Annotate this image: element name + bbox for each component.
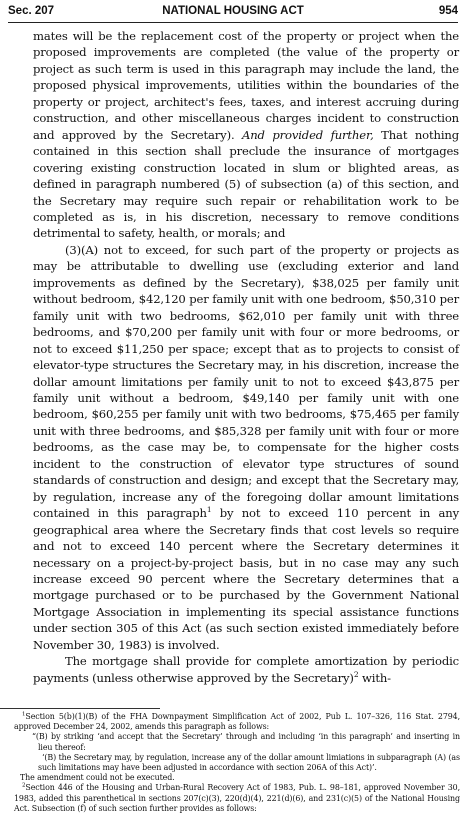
running-header [8, 5, 458, 22]
paragraph-text: That nothing contained in this section shall preclude the insurance of mortgages covering existing construction located in slum or blighted areas, as defined in paragraph numbered (5) of subsection (a) of this section, and the Secretary may require such repair or rehabilitation work to be completed as is, in his discretion, necessary to remove conditions detrimental to safety, health, or morals; and [33, 127, 459, 241]
paragraph-text: (3)(A) not to exceed, for such part of the property or projects as may be attributable to dwelling use (excluding exterior and land improvements as defined by the Secretary), $38,025 per family unit without bedroom, $42,120 per family unit with one bedroom, $50,310 per family unit with two bedrooms, $62,010 per family unit with three bedrooms, and $70,200 per family unit with four or more bedrooms, or not to exceed $11,250 per space; except that as to projects to consist of elevator-type structures the Secretary may, in his discretion, increase the dollar amount limitations per family unit to not to exceed $43,875 per family unit without a bedroom, $49,140 per family unit with one bedroom, $60,255 per family unit with two bedrooms, $75,465 per family unit with three bedrooms, and $85,328 per family unit with four or more bedrooms, as the case may be, to compensate for the higher costs incident to the construction of elevator type structures of sound standards of construction and design; and except that the Secretary may, by regulation, increase any of the foregoing dollar amount limitations contained in this paragraph [33, 242, 459, 521]
paragraph-text: by not to exceed 110 percent in any geographical area where the Secretary finds that cost levels so require and not to exceed 140 percent where the Secretary determines it necessary on a project-by-project basis, but in no case may any such increase exceed 90 percent where the Secretary determines that a mortgage purchased or to be purchased by the Government National Mortgage Association in implementing its special assistance functions under section 305 of this Act (as such section existed immediately before November 30, 1983) is involved. [33, 506, 459, 652]
paragraph-text: mates will be the replacement cost of the property or project when the proposed improvements are completed (the value of the property or project as such term is used in this paragraph may include the land, the proposed physical improvements, utilities within the boundaries of the property or project, architect's fees, taxes, and interest accruing during construction, and other miscellaneous charges incident to construction and approved by the Secretary). [33, 29, 459, 142]
footnote-quote: ‘(B) the Secretary may, by regulation, increase any of the dollar amount limiations in subparagraph (A) (as such limitations may have been adjusted in accordance with section 206A of this Act)’. [38, 752, 460, 773]
italic-phrase: And provided further, [242, 127, 374, 142]
footnote-quote: “(B) by striking ‘and accept that the Secretary’ through and including ‘in this paragraph’ and inserting in lieu thereof: [32, 732, 460, 752]
header-rule [8, 22, 458, 23]
footnote-note: The amendment could not be executed. [20, 773, 175, 783]
paragraph-text: with- [361, 670, 391, 685]
body-text [33, 28, 459, 686]
footnote-text: Section 446 of the Housing and Urban-Rural Recovery Act of 1983, Pub. L. 98–181, approved November 30, 1983, added this parenthetical in sections 207(c)(3), 220(d)(4), 221(d)(6), and 231(c)(5) of the National Housing Act. Subsection (f) of such section further provides as follows: [14, 783, 460, 813]
paragraph-3a [33, 242, 459, 653]
page-number: 954 [438, 5, 458, 17]
footnote-ref: 2 [353, 669, 359, 679]
footnote-text: Section 5(b)(1)(B) of the FHA Downpayment Simplification Act of 2002, Pub L. 107–326, 116 Stat. 2794, approved December 24, 2002, amends this paragraph as follows: [14, 712, 460, 732]
footnote-marker: 2 [22, 782, 26, 789]
footnote-rule [0, 708, 160, 709]
footnote-1 [14, 712, 460, 732]
section-number: Sec. 207 [8, 5, 55, 17]
page-title: NATIONAL HOUSING ACT [162, 5, 304, 17]
footnotes [14, 712, 460, 814]
footnote-2 [14, 783, 460, 814]
footnote-ref: 1 [206, 505, 212, 515]
footnote-marker: 1 [22, 711, 26, 718]
paragraph-continuation [33, 28, 459, 242]
paragraph-text: The mortgage shall provide for complete amortization by periodic payments (unless otherwise approved by the Secretary) [33, 654, 459, 685]
paragraph-amortization [33, 653, 459, 686]
